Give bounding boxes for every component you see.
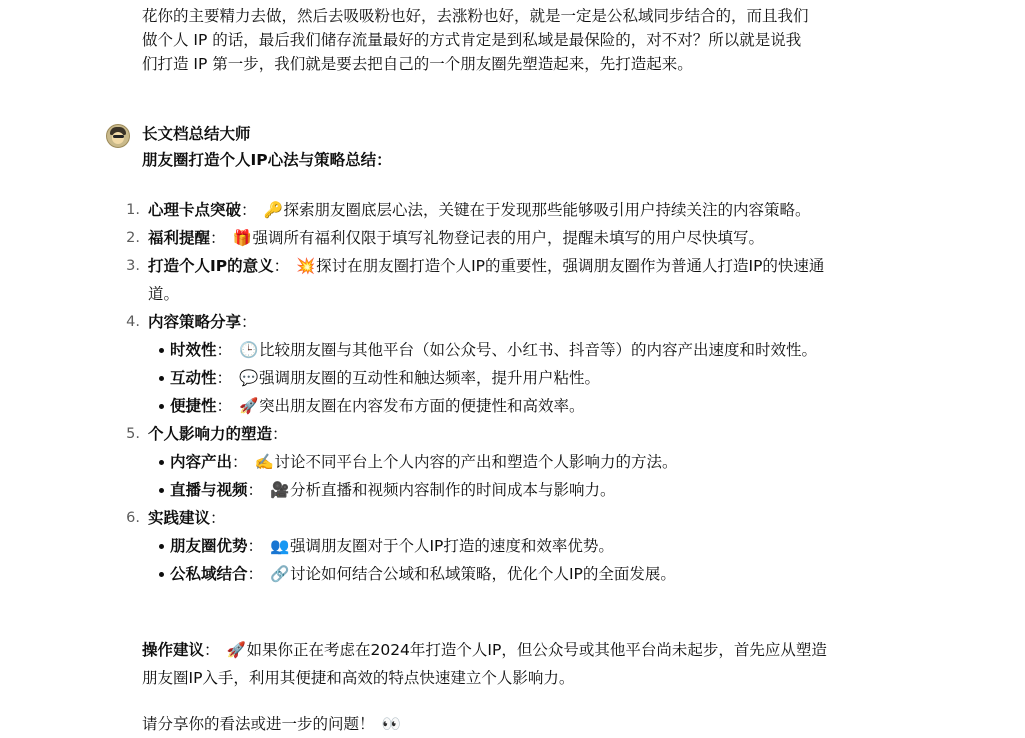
sub-item-label: 内容产出 [170,453,233,471]
sub-list-item: 内容产出： ✍️讨论不同平台上个人内容的产出和塑造个人影响力的方法。 [170,448,832,476]
sub-item-label: 直播与视频 [170,481,248,499]
sub-list-item: 便捷性： 🚀突出朋友圈在内容发布方面的便捷性和高效率。 [170,392,832,420]
item-text: 强调所有福利仅限于填写礼物登记表的用户，提醒未填写的用户尽快填写。 [252,229,764,247]
sub-list-item: 公私域结合： 🔗讨论如何结合公域和私域策略，优化个人IP的全面发展。 [170,560,832,588]
sub-item-label: 公私域结合 [170,565,248,583]
clock-icon: 🕒 [238,341,259,359]
advice-label: 操作建议 [142,641,205,659]
list-number: 3. [126,258,140,274]
sub-list [148,336,832,420]
operation-advice: 操作建议： 🚀如果你正在考虑在2024年打造个人IP，但公众号或其他平台尚未起步，首先应从塑造朋友圈IP入手，利用其便捷和高效的特点快速建立个人影响力。 [142,636,832,692]
sub-item-text: 比较朋友圈与其他平台（如公众号、小红书、抖音等）的内容产出速度和时效性。 [258,341,817,359]
sub-item-text: 讨论如何结合公域和私域策略，优化个人IP的全面发展。 [289,565,676,583]
sub-list [148,532,832,588]
summary-title: 朋友圈打造个人IP心法与策略总结： [142,151,392,169]
sub-list [148,448,832,504]
item-label: 福利提醒 [148,229,211,247]
item-label: 打造个人IP的意义 [148,257,274,275]
sub-item-text: 突出朋友圈在内容发布方面的便捷性和高效率。 [258,397,585,415]
sub-item-label: 便捷性 [170,397,217,415]
list-item: 1. 心理卡点突破： 🔑探索朋友圈底层心法，关键在于发现那些能够吸引用户持续关注的内容策略。 [142,196,832,224]
link-icon: 🔗 [269,565,290,583]
item-label: 个人影响力的塑造 [148,425,273,443]
list-number: 6. [126,510,140,526]
list-item: 2. 福利提醒： 🎁强调所有福利仅限于填写礼物登记表的用户，提醒未填写的用户尽快填写。 [142,224,832,252]
speech-bubble-icon: 💬 [238,369,259,387]
sub-item-text: 讨论不同平台上个人内容的产出和塑造个人影响力的方法。 [274,453,678,471]
closing-text: 请分享你的看法或进一步的问题！ [142,715,375,733]
item-label: 内容策略分享 [148,313,242,331]
sparkle-icon: 💥 [296,257,316,275]
previous-message-line: 花你的主要精力去做，然后去吸吸粉也好，去涨粉也好，就是一定是公私域同步结合的，而且我们 [142,7,809,25]
list-number: 4. [126,314,140,330]
closing-question [142,710,401,738]
eyes-icon: 👀 [381,715,401,733]
list-item: 3. 打造个人IP的意义： 💥探讨在朋友圈打造个人IP的重要性，强调朋友圈作为普通人打造IP的快速通道。 [142,252,832,308]
item-label: 实践建议 [148,509,211,527]
sub-item-label: 时效性 [170,341,217,359]
list-item: 5. 个人影响力的塑造： 内容产出： ✍️讨论不同平台上个人内容的产出和塑造个人影响力的方法。 直播与视频： 🎥分析直播和视频内容制作的时间成本与影响力。 [142,420,832,504]
item-text: 探索朋友圈底层心法，关键在于发现那些能够吸引用户持续关注的内容策略。 [283,201,811,219]
assistant-avatar[interactable] [106,124,130,148]
list-number: 1. [126,202,140,218]
list-number: 5. [126,426,140,442]
item-label: 心理卡点突破 [148,201,242,219]
rocket-icon: 🚀 [238,397,259,415]
list-item: 6. 实践建议： 朋友圈优势： 👥强调朋友圈对于个人IP打造的速度和效率优势。 公私域结合： 🔗讨论如何结合公域和私域策略，优化个人IP的全面发展。 [142,504,832,588]
sub-item-text: 强调朋友圈对于个人IP打造的速度和效率优势。 [289,537,614,555]
list-number: 2. [126,230,140,246]
people-icon: 👥 [269,537,290,555]
advice-text: 如果你正在考虑在2024年打造个人IP，但公众号或其他平台尚未起步，首先应从塑造朋友圈IP入手，利用其便捷和高效的特点快速建立个人影响力。 [142,641,827,687]
sub-item-text: 强调朋友圈的互动性和触达频率，提升用户粘性。 [258,369,600,387]
writing-hand-icon: ✍️ [254,453,274,471]
movie-camera-icon: 🎥 [269,481,290,499]
list-item: 4. 内容策略分享： 时效性： 🕒比较朋友圈与其他平台（如公众号、小红书、抖音等）的内容产出速度和时效性。 互动性： 💬强调朋友圈的互动性和触达频率，提升用户粘性。 便捷性： 🚀突出朋友圈在内容发布方面的便捷性和高效率。 [142,308,832,420]
sub-list-item: 朋友圈优势： 👥强调朋友圈对于个人IP打造的速度和效率优势。 [170,532,832,560]
previous-message-line: 做个人 IP 的话，最后我们储存流量最好的方式肯定是到私域是最保险的，对不对？所以就是说我 [142,31,802,49]
sub-list-item: 时效性： 🕒比较朋友圈与其他平台（如公众号、小红书、抖音等）的内容产出速度和时效性。 [170,336,832,364]
gift-icon: 🎁 [232,229,252,247]
sub-item-label: 朋友圈优势 [170,537,248,555]
rocket-icon: 🚀 [226,641,246,659]
sub-item-text: 分析直播和视频内容制作的时间成本与影响力。 [289,481,616,499]
previous-message-line: 们打造 IP 第一步，我们就是要去把自己的一个朋友圈先塑造起来，先打造起来。 [142,55,693,73]
sub-list-item: 直播与视频： 🎥分析直播和视频内容制作的时间成本与影响力。 [170,476,832,504]
summary-list [126,196,832,588]
key-icon: 🔑 [263,201,283,219]
sub-list-item: 互动性： 💬强调朋友圈的互动性和触达频率，提升用户粘性。 [170,364,832,392]
item-text: 探讨在朋友圈打造个人IP的重要性，强调朋友圈作为普通人打造IP的快速通道。 [148,257,825,303]
assistant-name[interactable]: 长文档总结大师 [142,125,251,143]
sub-item-label: 互动性 [170,369,217,387]
previous-message [142,4,832,76]
